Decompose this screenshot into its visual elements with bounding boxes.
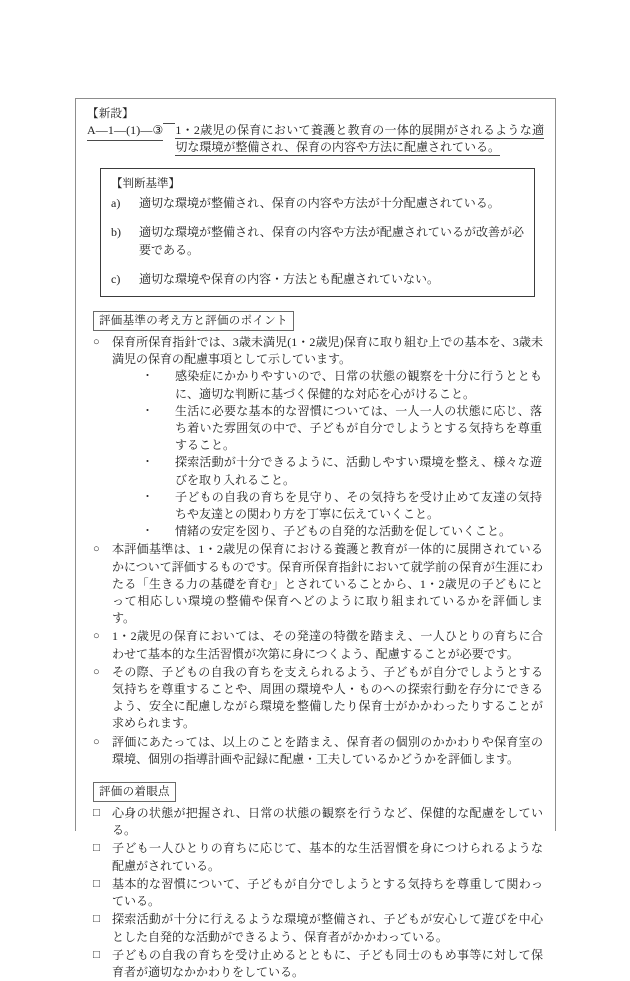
- circle-bullet-icon: ○: [93, 665, 100, 678]
- sub-list-item: [87, 403, 544, 455]
- evaluation-point-text: 1・2歳児の保育においては、その発達の特徴を踏まえ、一人ひとりの育ちに合わせて基本的な生活習慣が次第に身につくよう、配慮することが必要です。: [112, 629, 543, 661]
- evaluation-points-label: 評価基準の考え方と評価のポイント: [93, 311, 294, 331]
- dot-bullet-icon: ・: [142, 490, 153, 503]
- page-title: [87, 122, 544, 156]
- dot-bullet-icon: ・: [142, 370, 153, 383]
- sub-list-item: [87, 489, 544, 523]
- sub-list-item: [87, 368, 544, 402]
- criteria-code: A―1―(1)―③: [87, 122, 163, 141]
- judgment-criteria-title: 【判断基準】: [111, 178, 180, 190]
- list-item: [87, 541, 544, 627]
- circle-bullet-icon: ○: [93, 630, 100, 643]
- checkbox-icon[interactable]: □: [93, 842, 100, 855]
- list-item: [87, 664, 544, 733]
- page-content: [76, 99, 555, 981]
- list-item: [87, 334, 544, 368]
- focus-point-text: 子どもの自我の育ちを受け止めるとともに、子ども同士のもめ事等に対して保育者が適切なかかわりをしている。: [112, 947, 543, 979]
- judgment-criteria-box: [100, 168, 535, 297]
- sub-point-text: 感染症にかかりやすいので、日常の状態の観察を十分に行うとともに、適切な判断に基づく保健的な対応を心がけること。: [175, 369, 542, 401]
- criteria-text-c: 適切な環境や保育の内容・方法とも配慮されていない。: [139, 272, 440, 286]
- criteria-text-b: 適切な環境が整備され、保育の内容や方法が配慮されているが改善が必要である。: [139, 225, 524, 257]
- checklist-item[interactable]: [87, 947, 544, 981]
- sub-list-item: [87, 454, 544, 488]
- judgment-criteria-item: [111, 194, 524, 212]
- list-item: [87, 734, 544, 768]
- evaluation-points-list: [87, 334, 544, 768]
- criteria-text-a: 適切な環境が整備され、保育の内容や方法が十分配慮されている。: [139, 196, 500, 210]
- dot-bullet-icon: ・: [142, 525, 153, 538]
- focus-point-text: 基本的な習慣について、子どもが自分でしようとする気持ちを尊重して関わっている。: [112, 876, 543, 909]
- sub-point-text: 情緒の安定を図り、子どもの自発的な活動を促していくこと。: [175, 524, 512, 539]
- evaluation-point-text: 評価にあたっては、以上のことを踏まえ、保育者の個別のかかわりや保育室の環境、個別の指導計画や記録に配慮・工夫しているかどうかを評価します。: [112, 734, 543, 766]
- sub-point-text: 探索活動が十分できるように、活動しやすい環境を整え、様々な遊びを取り入れること。: [175, 455, 542, 487]
- checkbox-icon[interactable]: □: [93, 948, 100, 961]
- checklist-item[interactable]: [87, 876, 544, 910]
- sub-point-text: 子どもの自我の育ちを見守り、その気持ちを受け止めて友達の気持ちや友達との関わり方を丁寧に伝えていくこと。: [175, 489, 542, 522]
- dot-bullet-icon: ・: [142, 456, 153, 469]
- checkbox-icon[interactable]: □: [93, 877, 100, 890]
- circle-bullet-icon: ○: [93, 336, 100, 348]
- criteria-title-text: 1・2歳児の保育において養護と教育の一体的展開がされるような適切な環境が整備され、保育の内容や方法に配慮されている。: [175, 123, 544, 154]
- checklist-item[interactable]: [87, 911, 544, 945]
- focus-point-text: 探索活動が十分に行えるような環境が整備され、子どもが安心して遊びを中心とした自発的な活動ができるよう、保育者がかかわっている。: [112, 912, 543, 944]
- focus-point-text: 子ども一人ひとりの育ちに応じて、基本的な生活習慣を身につけられるような配慮がされている。: [112, 841, 543, 873]
- focus-points-list: [87, 805, 544, 981]
- sub-point-text: 生活に必要な基本的な習慣については、一人一人の状態に応じ、落ち着いた雰囲気の中で、子どもが自分でしようとする気持ちを尊重すること。: [175, 403, 542, 453]
- list-item: [87, 628, 544, 662]
- checkbox-icon[interactable]: □: [93, 807, 100, 820]
- dot-bullet-icon: ・: [142, 404, 153, 417]
- criteria-title: [175, 122, 544, 156]
- focus-points-label: 評価の着眼点: [93, 782, 176, 802]
- evaluation-point-text: その際、子どもの自我の育ちを支えられるよう、子どもが自分でしようとする気持ちを尊重することや、周囲の環境や人・ものへの探索行動を存分にできるよう、安全に配慮しながら環境を整備したり保育士がかかわったりすることが求められます。: [112, 664, 543, 731]
- checkbox-icon[interactable]: □: [93, 913, 100, 926]
- circle-bullet-icon: ○: [93, 543, 100, 556]
- criteria-mark-b: b): [111, 225, 121, 239]
- document-page: [75, 98, 556, 979]
- checklist-item[interactable]: [87, 805, 544, 839]
- circle-bullet-icon: ○: [93, 735, 100, 748]
- new-item-tag: 【新設】: [87, 108, 134, 120]
- evaluation-point-text: 保育所保育指針では、3歳未満児(1・2歳児)保育に取り組む上での基本を、3歳未満児の保育の配慮事項として示しています。: [112, 335, 543, 367]
- criteria-mark-a: a): [111, 196, 121, 210]
- evaluation-point-text: 本評価基準は、1・2歳児の保育における養護と教育が一体的に展開されているかについて評価するものです。保育所保育指針において就学前の保育が生涯にわたる「生きる力の基礎を育む」とされていることから、1・2歳児の子どもにとって相応しい環境の整備や保育へどのように取り組まれているかを評価します。: [112, 542, 543, 626]
- criteria-mark-c: c): [111, 272, 121, 286]
- sub-list-item: [87, 523, 544, 540]
- checklist-item[interactable]: [87, 840, 544, 874]
- focus-point-text: 心身の状態が把握され、日常の状態の観察を行うなど、保健的な配慮をしている。: [112, 806, 543, 838]
- judgment-criteria-item: [111, 223, 524, 259]
- judgment-criteria-item: [111, 270, 524, 288]
- title-spacer: [163, 122, 175, 124]
